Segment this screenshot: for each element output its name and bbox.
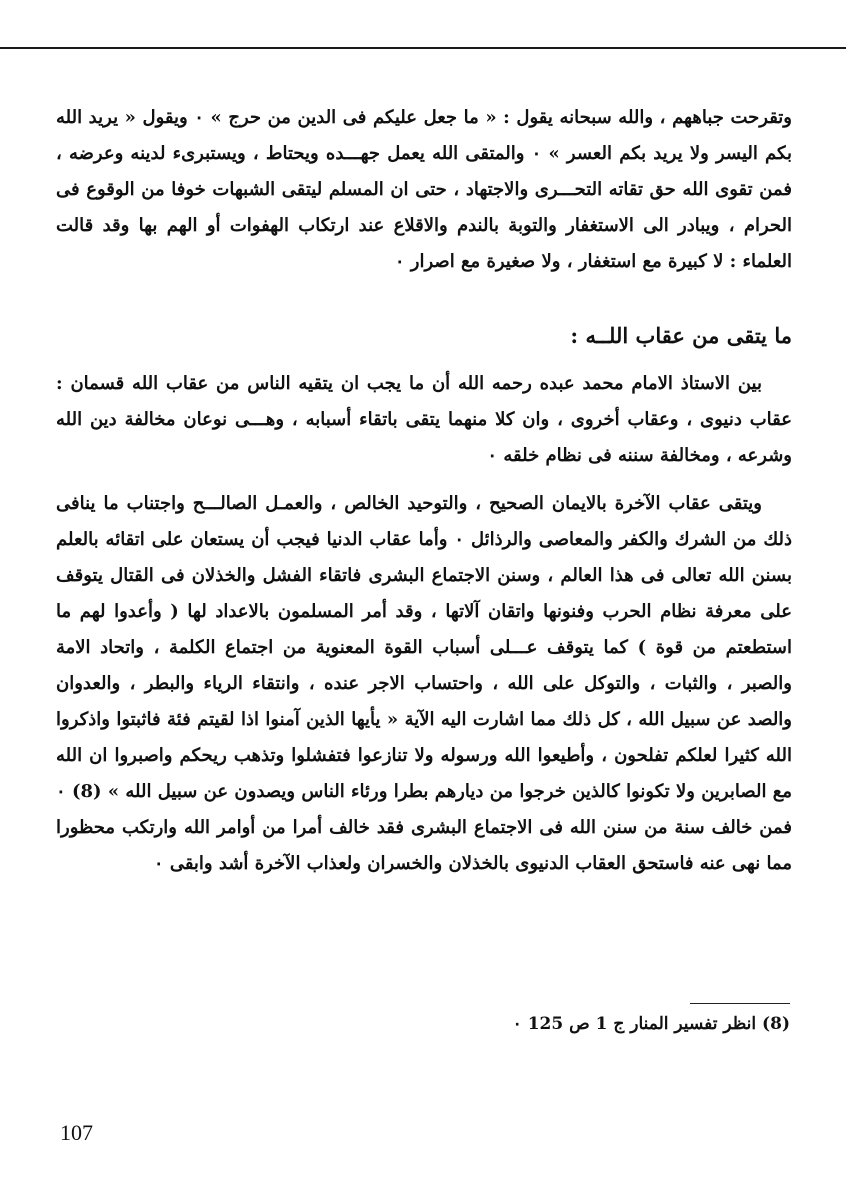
body-text [56, 100, 792, 882]
footnote: (8) انظر تفسير المنار ج 1 ص 125 ٠ [512, 1014, 790, 1034]
paragraph-2: بين الاستاذ الامام محمد عبده رحمه الله أن ما يجب ان يتقيه الناس من عقاب الله قسمان : عقاب دنيوى ، وعقاب أخروى ، وان كلا منهما يتقى باتقاء أسبابه ، وهـــى نوعان مخالفة دين الله وشرعه ، ومخالفة سننه فى نظام خلقه ٠ [56, 373, 792, 466]
top-rule [0, 47, 846, 49]
page-number: 107 [60, 1120, 93, 1145]
section-heading: ما يتقى من عقاب اللــه : [570, 323, 792, 348]
paragraph-1: وتقرحت جباههم ، والله سبحانه يقول : « ما جعل عليكم فى الدين من حرج » ٠ ويقول « يريد الله بكم اليسر ولا يريد بكم العسر » ٠ والمتقى الله يعمل جهـــده ويحتاط ، ويستبرىء لدينه وعرضه ، فمن تقوى الله حق تقاته التحـــرى والاجتهاد ، حتى ان المسلم ليتقى الشبهات خوفا من الوقوع فى الحرام ، ويبادر الى الاستغفار والتوبة بالندم والاقلاع عند ارتكاب الهفوات أو الهم بها وقد قالت العلماء : لا كبيرة مع استغفار ، ولا صغيرة مع اصرار ٠ [56, 107, 792, 272]
paragraph-3: ويتقى عقاب الآخرة بالايمان الصحيح ، والتوحيد الخالص ، والعمـل الصالـــح واجتناب ما ينافى ذلك من الشرك والكفر والمعاصى والرذائل ٠ وأما عقاب الدنيا فيجب أن يستعان على اتقائه بالعلم بسنن الله تعالى فى هذا العالم ، وسنن الاجتماع البشرى فاتقاء الفشل والخذلان فى القتال يتوقف على معرفة نظام الحرب وفنونها واتقان آلاتها ، وقد أمر المسلمون بالاعداد لها ( وأعدوا لهم ما استطعتم من قوة ) كما يتوقف عـــلى أسباب القوة المعنوية من اجتماع الكلمة ، واتحاد الامة والصبر ، والثبات ، والتوكل على الله ، واحتساب الاجر عنده ، وانتقاء الرياء والبطر ، والعدوان والصد عن سبيل الله ، كل ذلك مما اشارت اليه الآية « يأيها الذين آمنوا اذا لقيتم فئة فاثبتوا واذكروا الله كثيرا لعلكم تفلحون ، وأطيعوا الله ورسوله ولا تنازعوا فتفشلوا وتذهب ريحكم واصبروا ان الله مع الصابرين ولا تكونوا كالذين خرجوا من ديارهم بطرا ورئاء الناس ويصدون عن سبيل الله » (8) ٠ فمن خالف سنة من سنن الله فى الاجتماع البشرى فقد خالف أمرا من أوامر الله وارتكب محظورا مما نهى عنه فاستحق العقاب الدنيوى بالخذلان والخسران ولعذاب الآخرة أشد وابقى ٠ [56, 493, 792, 874]
footnote-rule [690, 1003, 790, 1004]
